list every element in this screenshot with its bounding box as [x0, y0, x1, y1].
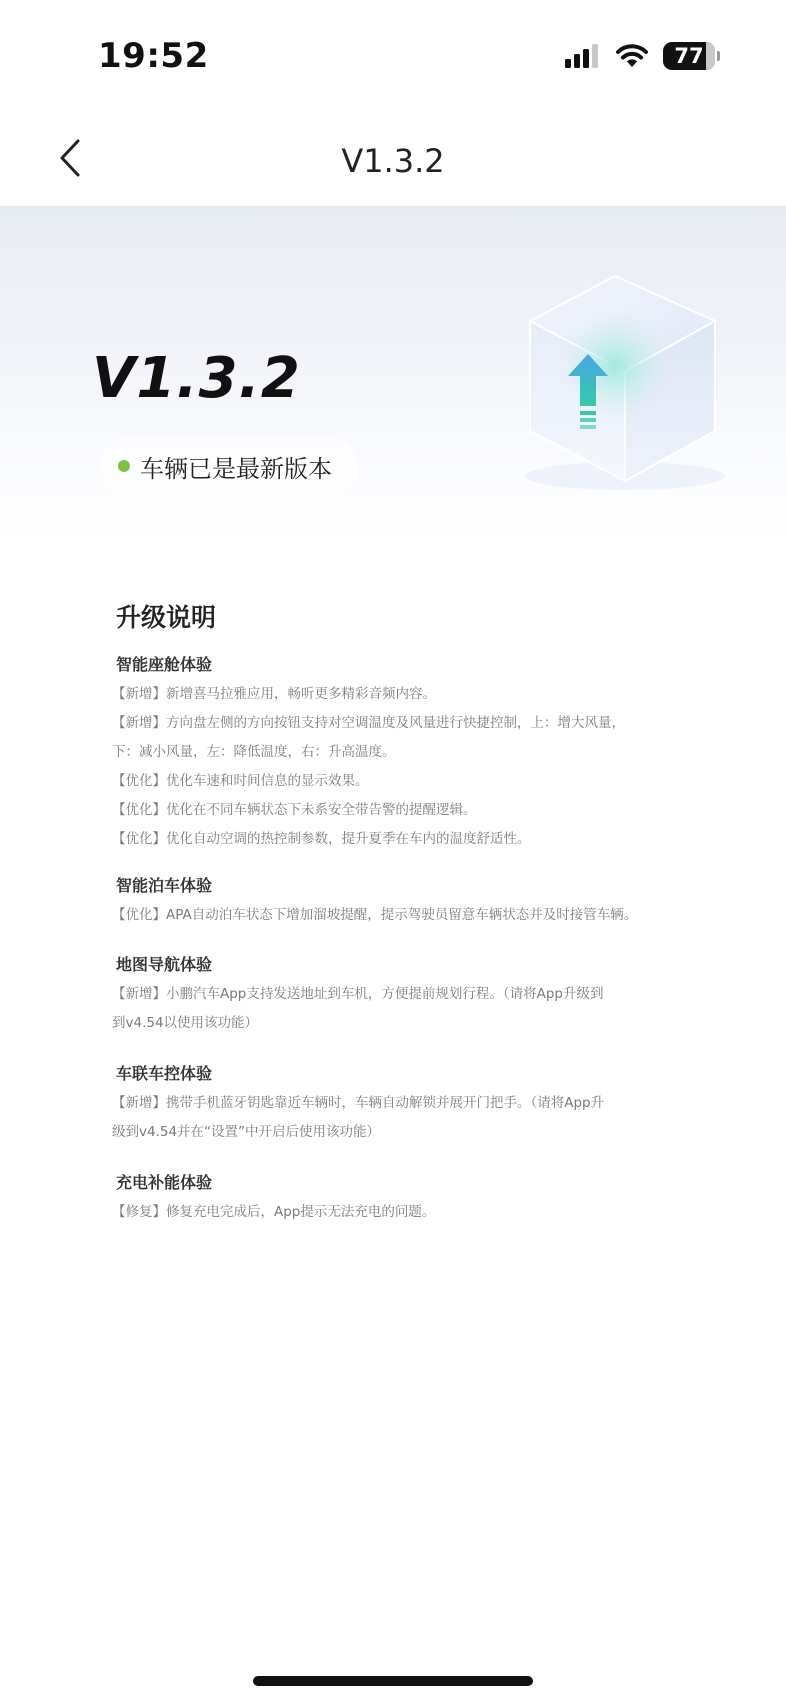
upgrade-cube-icon: [510, 266, 740, 496]
group-heading: 智能泊车体验: [116, 876, 213, 895]
version-hero: [0, 206, 786, 546]
status-badge: [100, 438, 358, 494]
status-dot: [118, 460, 130, 472]
status-bar: [0, 0, 786, 100]
note-line: 【优化】优化在不同车辆状态下未系安全带告警的提醒逻辑。: [112, 802, 477, 818]
note-line: 级到v4.54并在“设置”中开启后使用该功能）: [112, 1124, 381, 1140]
note-line: 【优化】优化车速和时间信息的显示效果。: [112, 773, 369, 789]
notes-group-charging: [112, 1168, 672, 1227]
note-line: 【优化】APA自动泊车状态下增加溜坡提醒，提示驾驶员留意车辆状态并及时接管车辆。: [112, 907, 638, 923]
nav-bar: [0, 100, 786, 206]
notes-group-navigation: [112, 950, 672, 1038]
battery-tip: [717, 51, 720, 61]
note-line: 【优化】优化自动空调的热控制参数，提升夏季在车内的温度舒适性。: [112, 831, 531, 847]
group-heading: 地图导航体验: [116, 955, 213, 974]
note-line: 【新增】携带手机蓝牙钥匙靠近车辆时，车辆自动解锁并展开门把手。（请将App升: [112, 1095, 605, 1111]
notes-group-cockpit: [112, 650, 672, 854]
page-title: V1.3.2: [341, 142, 445, 180]
home-indicator[interactable]: [253, 1676, 533, 1686]
battery-icon: [663, 42, 715, 70]
wifi-icon: [615, 43, 649, 69]
notes-group-parking: [112, 871, 672, 930]
battery-level: 77: [674, 44, 704, 68]
group-heading: 充电补能体验: [116, 1173, 213, 1192]
status-time: 19:52: [98, 36, 209, 76]
group-heading: 智能座舱体验: [116, 655, 213, 674]
note-line: 到v4.54以使用该功能）: [112, 1015, 259, 1031]
notes-group-vehicle-control: [112, 1059, 672, 1147]
status-icons: [565, 42, 720, 70]
note-line: 【新增】小鹏汽车App支持发送地址到车机，方便提前规划行程。（请将App升级到: [112, 986, 604, 1002]
note-line: 【修复】修复充电完成后，App提示无法充电的问题。: [112, 1204, 436, 1220]
hero-version: V1.3.2: [92, 346, 301, 411]
note-line: 下：减小风量，左：降低温度，右：升高温度。: [112, 744, 396, 760]
note-line: 【新增】方向盘左侧的方向按钮支持对空调温度及风量进行快捷控制，上：增大风量，: [112, 715, 625, 731]
cellular-signal-icon: [565, 44, 601, 68]
group-heading: 车联车控体验: [116, 1064, 213, 1083]
status-text: 车辆已是最新版本: [140, 454, 332, 483]
note-line: 【新增】新增喜马拉雅应用，畅听更多精彩音频内容。: [112, 686, 436, 702]
notes-title: 升级说明: [116, 603, 217, 632]
